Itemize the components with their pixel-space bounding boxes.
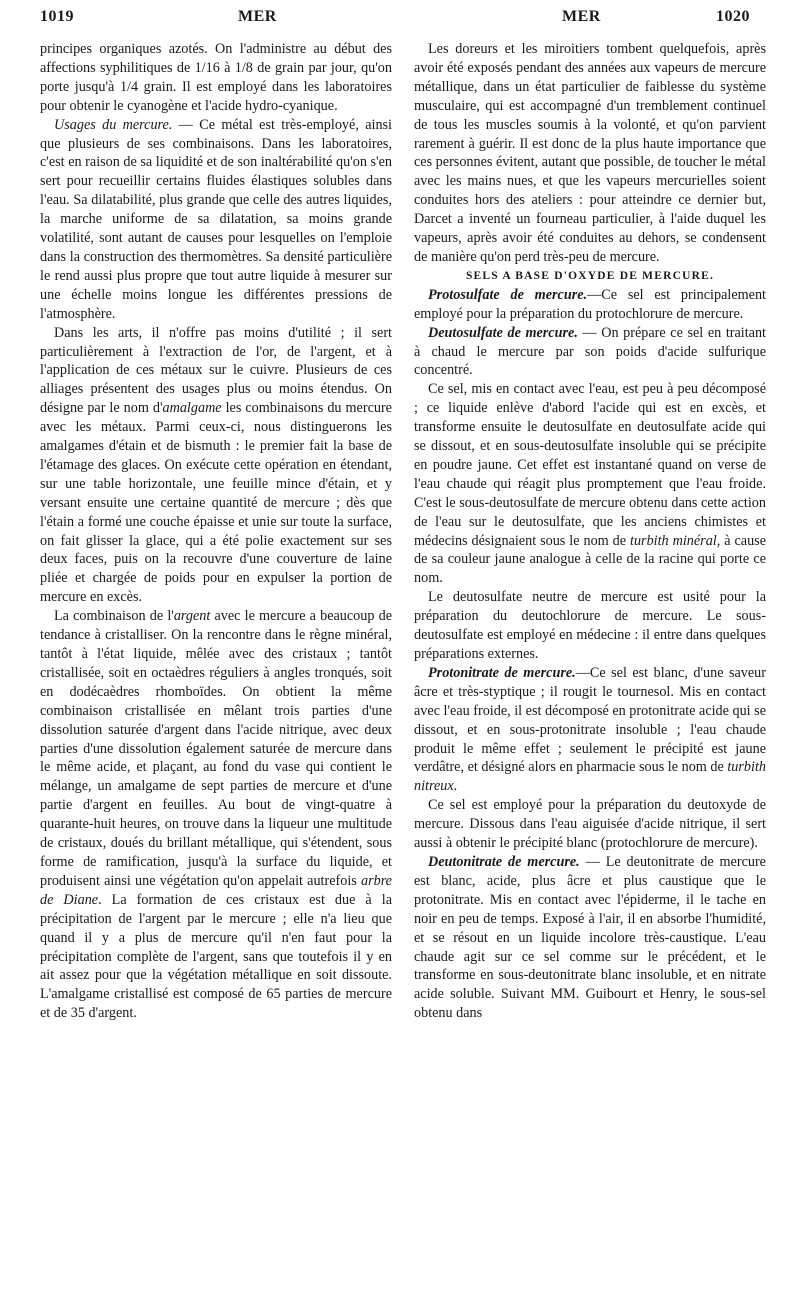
paragraph (414, 664, 766, 796)
section-title: SELS A BASE D'OXYDE DE MERCURE. (465, 269, 715, 282)
paragraph (414, 796, 766, 853)
paragraph (414, 380, 766, 588)
paragraph-text: Le deutosulfate neutre de mercure est usité pour la préparation du deutochlorure de mercure. Le sous-deutosulfate est employé en médecine : il entre dans quelques préparations externes. (414, 589, 766, 662)
paragraph (414, 853, 766, 1023)
emphasis: argent (173, 608, 211, 625)
right-page-number: 1020 (716, 8, 750, 25)
paragraph-text: Ce sel est employé pour la préparation du deutoxyde de mercure. Dissous dans l'eau aiguisée d'acide nitrique, il sert aussi à obtenir le précipité blanc (protochlorure de mercure). (414, 797, 766, 852)
paragraph-text: — Le deutonitrate de mercure est blanc, acide, plus âcre et plus caustique que le protonitrate. Mis en contact avec l'épiderme, il le tache en noir en peu de temps. Exposé à l'air, il en absorbe l'humidité, et se résout en un liquide incolore très-caustique. L'eau chaude agit sur ce sel comme sur le précédent, et le transforme en sous-deutonitrate blanc insoluble, et en nitrate acide soluble. Suivant MM. Guibourt et Henry, le sous-sel obtenu dans (414, 853, 766, 1022)
paragraph-title: Deutonitrate de mercure. (428, 853, 580, 870)
paragraph (40, 607, 392, 1023)
left-page-number: 1019 (40, 8, 74, 25)
paragraph (40, 40, 392, 116)
left-column (40, 40, 392, 1023)
running-header (0, 8, 800, 32)
paragraph-title: Protonitrate de mercure. (428, 664, 576, 681)
paragraph-text: . La formation de ces cristaux est due à la précipitation de l'argent par le mercure ; elle n'a lieu que quand il y a plus de mercure qu'il n'en faut pour la précipitation complète de l'argent, sans que toutefois il y en ait assez pour que la végétation métallique en soit dissoute. L'amalgame cristallisé est composé de 65 parties de mercure et de 35 d'argent. (40, 891, 392, 1022)
paragraph-text: avec le mercure a beaucoup de tendance à cristalliser. On la rencontre dans le règne minéral, tantôt à l'état liquide, mêlée avec des cristaux ; tantôt cristallisée, soit en octaèdres réguliers à angles tronqués, soit en dodécaèdres rhomboïdes. On obtient la même combinaison cristallisée en mêlant trois parties d'une dissolution saturée d'argent dans l'acide nitrique, avec deux parties d'une dissolution également saturée de mercure dans le même acide, et plaçant, au fond du vase qui contient le mélange, un amalgame de sept parties de mercure et d'une partie d'argent en feuilles. Au bout de vingt-quatre à quarante-huit heures, on trouve dans la liqueur une multitude de cristaux, doués du brillant métallique, qui s'étendent, sous forme de ramification, jusqu'à la surface du liquide, et produisent ainsi une végétation qu'on appelait autrefois (40, 608, 393, 889)
emphasis: turbith minéral (630, 532, 717, 549)
paragraph (414, 40, 766, 267)
paragraph-text: — On prépare ce sel en traitant à chaud le mercure par son poids d'acide sulfurique concentré. (414, 324, 766, 379)
paragraph-text: , à cause de sa couleur jaune analogue à celle de la racine qui porte ce nom. (414, 532, 766, 587)
emphasis: arbre de Diane (40, 872, 392, 908)
paragraph-text: . (453, 778, 458, 795)
right-column (414, 40, 766, 1023)
emphasis: turbith nitreux (414, 759, 766, 795)
paragraph (414, 286, 766, 324)
paragraph (40, 324, 392, 608)
paragraph-text: —Ce sel est blanc, d'une saveur âcre et très-styptique ; il rougit le tournesol. Mis en contact avec l'eau froide, il est décomposé en protonitrate acide qui se dissout, et en sous-protonitrate insoluble ; l'eau chaude produit le même effet ; seulement le précipité est jaune verdâtre, et désigné alors en pharmacie sous le nom de (414, 664, 766, 776)
paragraph (414, 324, 766, 381)
paragraph-title: Deutosulfate de mercure. (428, 324, 578, 341)
paragraph (40, 116, 392, 324)
paragraph-text: Ce sel, mis en contact avec l'eau, est peu à peu décomposé ; ce liquide enlève d'abord l'acide qui est en excès, et transforme ensuite le deutosulfate en deutosulfate acide qui se dissout, et en sous-deutosulfate insoluble qui se précipite en poudre jaune. Cet effet est instantané quand on verse de l'eau chaude qui réagit plus promptement que l'eau froide. C'est le sous-deutosulfate de mercure obtenu dans cette action de l'eau sur le deutosulfate, que les anciens chimistes et médecins désignaient sous le nom de (414, 381, 766, 549)
left-running-head: MER (238, 8, 277, 25)
emphasis: amalgame (162, 400, 222, 417)
paragraph-text: Dans les arts, il n'offre pas moins d'utilité ; il sert particulièrement à l'extraction de l'or, de l'argent, et à l'application de ces métaux sur le cuivre. Plusieurs de ces alliages présentent des usages plus ou moins étendus. On désigne par le nom d' (40, 324, 392, 417)
paragraph-title: Usages du mercure. (54, 116, 173, 133)
right-running-head: MER (562, 8, 601, 25)
paragraph-title: Protosulfate de mercure. (428, 286, 588, 303)
paragraph-text: —Ce sel est principalement employé pour la préparation du protochlorure de mercure. (414, 286, 766, 322)
paragraph-text: La combinaison de l' (54, 608, 174, 625)
paragraph-text: principes organiques azotés. On l'administre au début des affections syphilitiques de 1/16 à 1/8 de grain par jour, qu'on porte jusqu'à 1/4 grain. Il est employé dans les laboratoires pour obtenir le cyanogène et l'acide hydro-cyanique. (40, 41, 392, 114)
paragraph (414, 588, 766, 664)
paragraph-text: Les doreurs et les miroitiers tombent quelquefois, après avoir été exposés pendant des années aux vapeurs de mercure métallique, dans un état particulier de faiblesse du système musculaire, qui est accompagné d'un tremblement continuel de tous les muscles soumis à la volonté, et qu'on parvient rarement à guérir. Il est donc de la plus haute importance que ces personnes évitent, autant que possible, de toucher le métal avec les mains nues, et que les vapeurs mercurielles soient conduites hors des ateliers : pour atteindre ce dernier but, Darcet a inventé un fourneau particulier, à l'aide duquel les vapeurs, après avoir été conduites au dehors, se condensent de manière qu'on perd très-peu de mercure. (414, 41, 766, 265)
paragraph-text: — Ce métal est très-employé, ainsi que plusieurs de ses combinaisons. Dans les laboratoires, c'est en raison de sa liquidité et de son inaltérabilité qu'on s'en sert pour recueillir certains fluides élastiques solubles dans l'eau. Sa dilatabilité, plus grande que celle des autres liquides, la marche uniforme de sa dilatation, sa moins grande volatilité, sont autant de causes pour lesquelles on l'emploie dans la construction des thermomètres. Sa densité particulière le rend aussi plus propre que tout autre liquide à mesurer sur une échelle moins longue les différentes pressions de l'atmosphère. (40, 116, 392, 322)
paragraph-text: les combinaisons du mercure avec les métaux. Parmi ceux-ci, nous distinguerons les amalgames d'étain et de bismuth : le premier fait la base de l'étamage des glaces. On exécute cette opération en étendant, sur une table horizontale, une feuille mince d'étain, et y versant ensuite une certaine quantité de mercure ; dès que l'étain a formé une couche épaisse et unie sur toute la surface, on fait glisser la glace, qui a été polie exactement sur ses deux faces, puis on la recouvre d'une couverture de laine pliée et chargée de poids pour en expulser la portion de mercure en excès. (40, 400, 392, 606)
